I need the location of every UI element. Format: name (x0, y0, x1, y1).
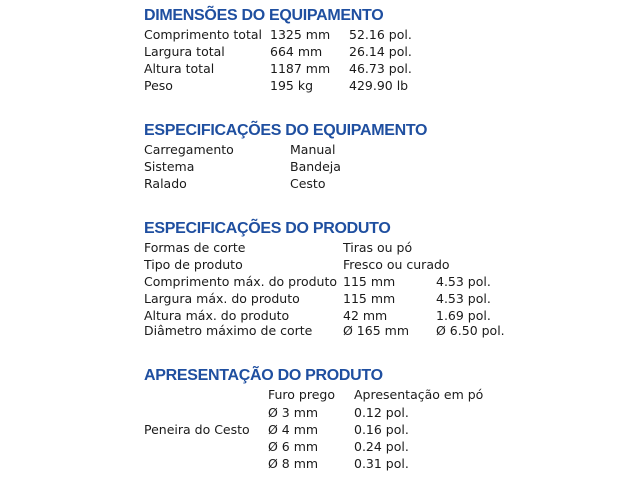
row-label: Altura máx. do produto (144, 308, 290, 323)
product-specs-title: ESPECIFICAÇÕES DO PRODUTO (144, 220, 391, 237)
row-metric: 664 mm (270, 44, 323, 59)
row-value: Bandeja (290, 159, 341, 174)
row-value: Tiras ou pó (343, 240, 413, 255)
row-label: Diâmetro máximo de corte (144, 323, 313, 338)
row-label: Comprimento total (144, 27, 262, 42)
row-value: Fresco ou curado (343, 257, 450, 272)
row-imperial: 1.69 pol. (436, 308, 491, 323)
dimensions-row-weight (0, 77, 640, 94)
powder-size: 0.12 pol. (354, 405, 409, 420)
row-label: Tipo de produto (144, 257, 243, 272)
hole-size: Ø 8 mm (268, 456, 319, 471)
presentation-row (0, 455, 640, 472)
presentation-header-row (0, 386, 640, 403)
hole-size: Ø 3 mm (268, 405, 319, 420)
hole-size: Ø 4 mm (268, 422, 319, 437)
row-label: Altura total (144, 61, 215, 76)
row-label: Formas de corte (144, 240, 246, 255)
equipment-specs-title: ESPECIFICAÇÕES DO EQUIPAMENTO (144, 122, 428, 139)
row-label: Sistema (144, 159, 195, 174)
row-metric: 195 kg (270, 78, 314, 93)
row-label: Largura total (144, 44, 225, 59)
row-value: Cesto (290, 176, 326, 191)
presentation-row (0, 421, 640, 438)
equipment-row-system (0, 158, 640, 175)
presentation-row (0, 438, 640, 455)
presentation-row (0, 404, 640, 421)
dimensions-row-height (0, 60, 640, 77)
equipment-row-grated (0, 175, 640, 192)
product-row-max-width (0, 290, 640, 307)
presentation-title: APRESENTAÇÃO DO PRODUTO (144, 367, 383, 384)
product-row-type (0, 256, 640, 273)
equipment-row-loading (0, 141, 640, 158)
row-metric: Ø 165 mm (343, 323, 409, 338)
row-metric: 115 mm (343, 274, 396, 289)
dimensions-row-length (0, 26, 640, 43)
row-imperial: 26.14 pol. (349, 44, 412, 59)
row-imperial: 4.53 pol. (436, 274, 491, 289)
product-row-cut-forms (0, 239, 640, 256)
row-value: Manual (290, 142, 336, 157)
row-imperial: 4.53 pol. (436, 291, 491, 306)
powder-size: 0.24 pol. (354, 439, 409, 454)
col-header-hole: Furo prego (268, 387, 335, 402)
row-imperial: 46.73 pol. (349, 61, 412, 76)
row-label: Largura máx. do produto (144, 291, 300, 306)
row-label: Carregamento (144, 142, 234, 157)
row-metric: 1325 mm (270, 27, 331, 42)
hole-size: Ø 6 mm (268, 439, 319, 454)
powder-size: 0.16 pol. (354, 422, 409, 437)
row-label: Peso (144, 78, 173, 93)
row-label: Ralado (144, 176, 187, 191)
product-row-max-length (0, 273, 640, 290)
col-header-powder: Apresentação em pó (354, 387, 484, 402)
row-label: Comprimento máx. do produto (144, 274, 337, 289)
dimensions-title: DIMENSÕES DO EQUIPAMENTO (144, 7, 384, 24)
row-metric: 42 mm (343, 308, 388, 323)
row-metric: 1187 mm (270, 61, 331, 76)
row-metric: 115 mm (343, 291, 396, 306)
powder-size: 0.31 pol. (354, 456, 409, 471)
sieve-label: Peneira do Cesto (144, 422, 250, 437)
dimensions-row-width (0, 43, 640, 60)
row-imperial: 52.16 pol. (349, 27, 412, 42)
row-imperial: 429.90 lb (349, 78, 409, 93)
product-row-max-diameter (0, 322, 640, 339)
row-imperial: Ø 6.50 pol. (436, 323, 505, 338)
